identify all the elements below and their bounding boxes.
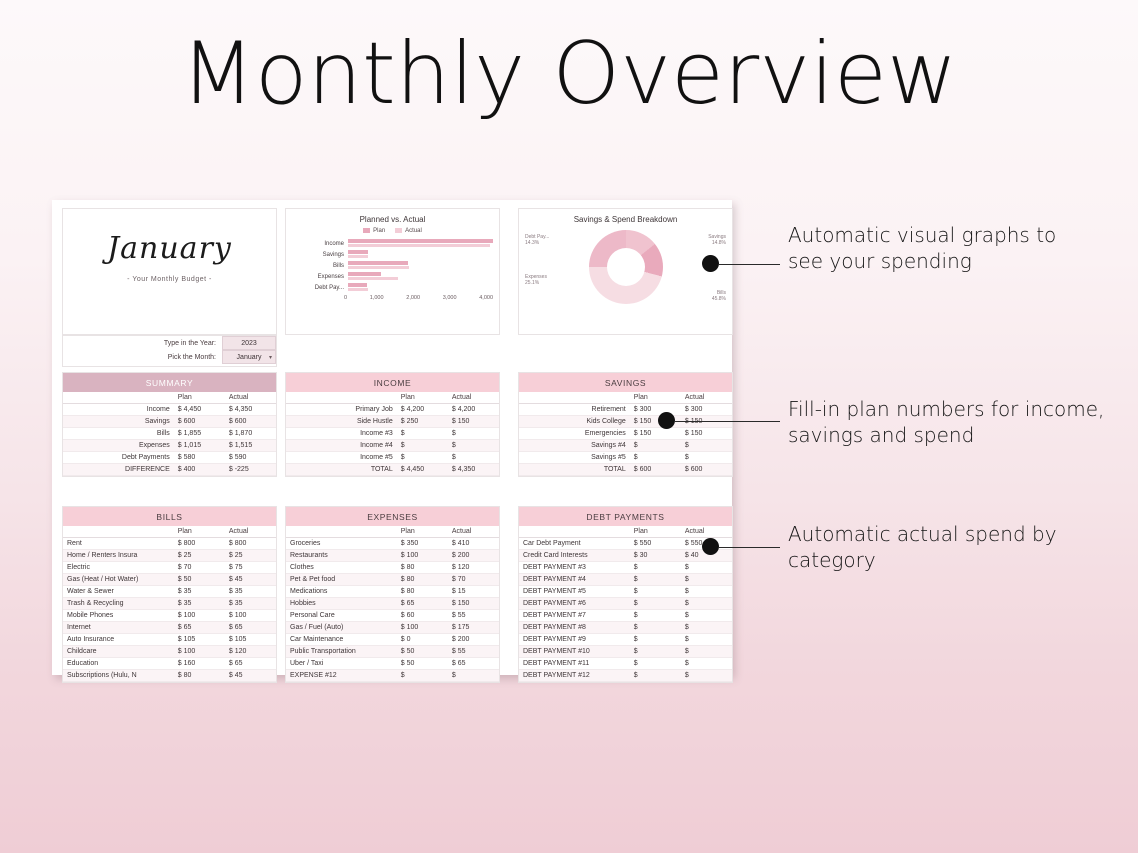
table-row: DEBT PAYMENT #10 $ $ — [519, 646, 732, 658]
callout-text-3: Automatic actual spend by category — [788, 522, 1057, 572]
table-row: Income #4 $ $ — [286, 440, 499, 452]
table-row: Debt Payments $ 580 $ 590 — [63, 452, 276, 464]
table-row: Primary Job $ 4,200 $ 4,200 — [286, 404, 499, 416]
callout-marker-2 — [658, 412, 675, 429]
expenses-table — [285, 506, 500, 683]
table-row: Personal Care $ 60 $ 55 — [286, 610, 499, 622]
table-row: DEBT PAYMENT #4 $ $ — [519, 574, 732, 586]
month-name: January — [107, 231, 232, 266]
table-row: Savings #4 $ $ — [519, 440, 732, 452]
table-row: DEBT PAYMENT #12 $ $ — [519, 670, 732, 682]
bills-table — [62, 506, 277, 683]
table-row: Gas / Fuel (Auto) $ 100 $ 175 — [286, 622, 499, 634]
callout-leader-1 — [718, 264, 780, 265]
table-row: DIFFERENCE $ 400 $ -225 — [63, 464, 276, 476]
chart-title: Savings & Spend Breakdown — [573, 215, 678, 224]
legend-item-actual: Actual — [395, 228, 422, 234]
bar-row: Bills — [292, 260, 499, 271]
donut-label-savings: Savings 14.8% — [708, 234, 726, 247]
debt-header: DEBT PAYMENTS — [519, 507, 732, 526]
callout-leader-2 — [674, 421, 780, 422]
table-row: Kids College $ 150 — [519, 416, 732, 428]
summary-column-headers: Plan Actual — [63, 392, 276, 404]
summary-header: SUMMARY — [63, 373, 276, 392]
table-row: Car Maintenance $ 0 $ 200 — [286, 634, 499, 646]
table-row: Water & Sewer $ 35 $ 35 — [63, 586, 276, 598]
year-input[interactable]: 2023 — [222, 336, 276, 350]
expenses-header: EXPENSES — [286, 507, 499, 526]
table-row: DEBT PAYMENT #5 $ $ — [519, 586, 732, 598]
debt-column-headers: Plan Actual — [519, 526, 732, 538]
bar-row: Debt Pay... — [292, 282, 499, 293]
debt-payments-table — [518, 506, 733, 683]
month-title-card — [62, 208, 277, 335]
month-subtitle: - Your Monthly Budget - — [127, 276, 212, 283]
summary-table — [62, 372, 277, 477]
table-row: Groceries $ 350 $ 410 — [286, 538, 499, 550]
table-row: DEBT PAYMENT #9 $ $ — [519, 634, 732, 646]
savings-table — [518, 372, 733, 477]
month-select-value: January — [236, 353, 262, 361]
page-title: Monthly Overview — [180, 24, 958, 124]
spreadsheet-screenshot — [52, 200, 732, 679]
callout-marker-3 — [702, 538, 719, 555]
table-row: Clothes $ 80 $ 120 — [286, 562, 499, 574]
savings-spend-breakdown-chart — [518, 208, 733, 335]
chevron-down-icon: ▾ — [268, 354, 272, 361]
table-row: Rent $ 800 $ 800 — [63, 538, 276, 550]
table-row: Gas (Heat / Hot Water) $ 50 $ 45 — [63, 574, 276, 586]
callout-marker-1 — [702, 255, 719, 272]
month-input-panel — [62, 335, 277, 367]
donut-label-expenses: Expenses 25.1% — [525, 274, 547, 287]
table-row: Subscriptions (Hulu, N $ 80 $ 45 — [63, 670, 276, 682]
donut-graphic — [589, 230, 663, 304]
table-row: Restaurants $ 100 $ 200 — [286, 550, 499, 562]
expenses-column-headers: Plan Actual — [286, 526, 499, 538]
table-row: TOTAL $ 600 $ 600 — [519, 464, 732, 476]
income-table — [285, 372, 500, 477]
table-row: Pet & Pet food $ 80 $ 70 — [286, 574, 499, 586]
table-row: Bills $ 1,855 $ 1,870 — [63, 428, 276, 440]
bar-row: Income — [292, 238, 499, 249]
year-field-row — [63, 336, 276, 350]
chart-x-axis: 0 1,000 2,000 3,000 4,000 — [344, 295, 493, 302]
savings-header: SAVINGS — [519, 373, 732, 392]
table-row: Education $ 160 $ 65 — [63, 658, 276, 670]
month-field-row — [63, 350, 276, 364]
table-row: Retirement $ 300 $ 300 — [519, 404, 732, 416]
month-label: Pick the Month: — [167, 353, 216, 361]
bills-column-headers: Plan Actual — [63, 526, 276, 538]
table-row: Auto Insurance $ 105 $ 105 — [63, 634, 276, 646]
chart-legend — [286, 228, 499, 234]
table-row: Side Hustle $ 250 $ 150 — [286, 416, 499, 428]
table-row: Expenses $ 1,015 $ 1,515 — [63, 440, 276, 452]
table-row: EXPENSE #12 $ $ — [286, 670, 499, 682]
planned-vs-actual-chart — [285, 208, 500, 335]
table-row: Electric $ 70 $ 75 — [63, 562, 276, 574]
table-row: Public Transportation $ 50 $ 55 — [286, 646, 499, 658]
table-row: Hobbies $ 65 $ 150 — [286, 598, 499, 610]
donut-label-bills: Bills 45.8% — [711, 290, 726, 303]
income-header: INCOME — [286, 373, 499, 392]
callout-text-1: Automatic visual graphs to see your spending — [788, 223, 1057, 273]
table-row: Income $ 4,450 $ 4,350 — [63, 404, 276, 416]
chart-title: Planned vs. Actual — [359, 215, 426, 224]
bar-row: Expenses — [292, 271, 499, 282]
table-row: TOTAL $ 4,450 $ 4,350 — [286, 464, 499, 476]
income-column-headers: Plan Actual — [286, 392, 499, 404]
table-row: DEBT PAYMENT #3 $ $ — [519, 562, 732, 574]
table-row: Trash & Recycling $ 35 $ 35 — [63, 598, 276, 610]
chart-bars — [286, 238, 499, 293]
table-row: Car Debt Payment $ 550 $ 550 — [519, 538, 732, 550]
month-select[interactable] — [222, 350, 276, 364]
bar-row: Savings — [292, 249, 499, 260]
table-row: Medications $ 80 $ 15 — [286, 586, 499, 598]
callout-text-2: Fill-in plan numbers for income, savings and spend — [788, 397, 1105, 447]
table-row: DEBT PAYMENT #8 $ $ — [519, 622, 732, 634]
table-row: Savings $ 600 $ 600 — [63, 416, 276, 428]
table-row: Mobile Phones $ 100 $ 100 — [63, 610, 276, 622]
savings-column-headers: Plan Actual — [519, 392, 732, 404]
table-row: Internet $ 65 $ 65 — [63, 622, 276, 634]
table-row: Home / Renters Insura $ 25 $ 25 — [63, 550, 276, 562]
bills-header: BILLS — [63, 507, 276, 526]
table-row: Emergencies $ 150 $ 150 — [519, 428, 732, 440]
table-row: Credit Card Interests $ 30 $ 40 — [519, 550, 732, 562]
table-row: DEBT PAYMENT #7 $ $ — [519, 610, 732, 622]
table-row: Uber / Taxi $ 50 $ 65 — [286, 658, 499, 670]
callout-leader-3 — [718, 547, 780, 548]
year-label: Type in the Year: — [163, 339, 216, 347]
table-row: Income #3 $ $ — [286, 428, 499, 440]
legend-item-plan: Plan — [363, 228, 385, 234]
table-row: Childcare $ 100 $ 120 — [63, 646, 276, 658]
table-row: DEBT PAYMENT #6 $ $ — [519, 598, 732, 610]
table-row: Savings #5 $ $ — [519, 452, 732, 464]
table-row: Income #5 $ $ — [286, 452, 499, 464]
table-row: DEBT PAYMENT #11 $ $ — [519, 658, 732, 670]
donut-label-debt: Debt Pay... 14.3% — [525, 234, 550, 247]
